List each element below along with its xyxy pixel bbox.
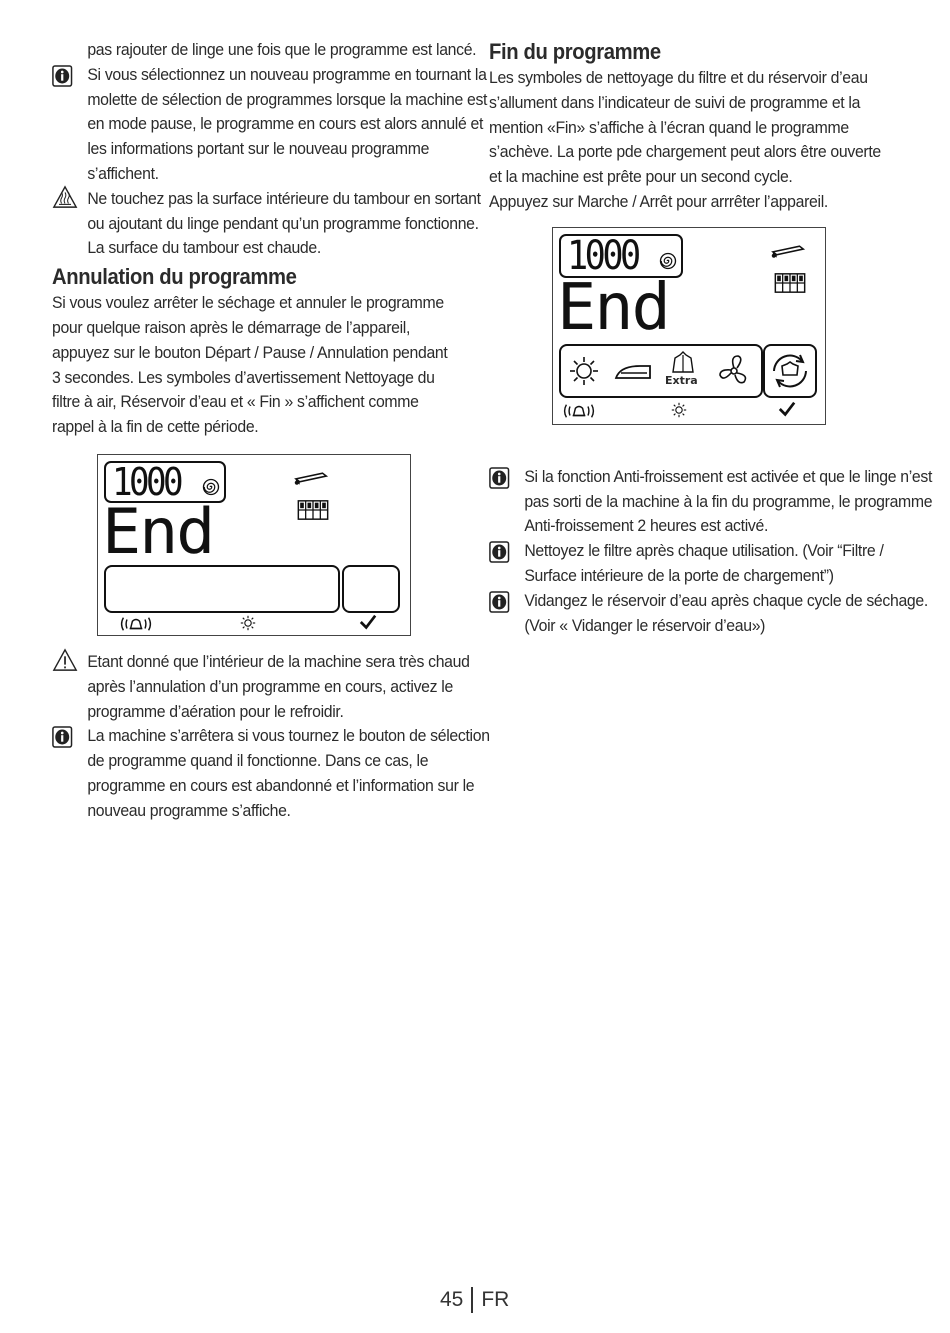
spin-icon	[659, 252, 677, 270]
info-icon	[489, 467, 509, 489]
warning-note-text: Ne touchez pas la surface intérieure du tambour en sortant ou ajoutant du linge pendant qu’un programme fonctionne. La surface du tambour est chaude.	[87, 188, 481, 258]
filter-icon	[773, 272, 807, 294]
info-note-text: La machine s’arrêtera si vous tournez le bouton de sélection de programme quand il fonctionne. Dans ce cas, le programme en cours est abandonné et l’information sur le nouveau programme s’affiche.	[87, 726, 490, 820]
hot-surface-warning-icon	[52, 185, 78, 209]
warning-note-text: Etant donné que l’intérieur de la machine sera très chaud après l’annulation d’un programme en cours, activez le programme d’aération pour le refroidir.	[87, 651, 470, 721]
page-number: 45	[440, 1288, 464, 1311]
fan-icon	[717, 354, 751, 388]
section-body: Les symboles de nettoyage du filtre et du réservoir d’eau s’allument dans l’indicateur de suivi de programme et la mention «Fin» s’affiche à l’écran quand le programme s’achève. La porte pde chargement peut alors être ouverte et la machine est prête pour un second cycle.	[489, 68, 881, 187]
program-end-box	[763, 344, 817, 398]
speed-value: 1000	[567, 232, 638, 279]
section-title: Fin du programme	[489, 39, 661, 64]
left-column	[52, 38, 490, 824]
light-icon	[240, 615, 256, 631]
checkmark-icon	[358, 613, 378, 631]
info-note	[52, 724, 493, 823]
section-body-instruction: Appuyez sur Marche / Arrêt pour arrrêter l’appareil.	[489, 191, 828, 211]
water-tank-icon	[771, 240, 809, 260]
info-icon	[489, 591, 509, 613]
info-icon	[489, 541, 509, 563]
buzzer-icon	[118, 615, 154, 633]
status-text: End	[557, 270, 669, 345]
shirt-icon	[669, 350, 697, 374]
page-footer	[440, 1287, 509, 1313]
program-end-box	[342, 565, 400, 613]
language-code: FR	[481, 1288, 510, 1311]
info-note	[489, 539, 932, 589]
sun-icon	[569, 356, 599, 386]
program-bar	[104, 565, 340, 613]
anti-crease-icon	[768, 349, 812, 393]
warning-note	[52, 650, 493, 724]
info-note	[52, 63, 493, 187]
footer-divider	[471, 1287, 473, 1313]
section-body: Si vous voulez arrêter le séchage et annuler le programme pour quelque raison après le démarrage de l’appareil, appuyez sur le bouton Départ / Pause / Annulation pendant 3 secondes. Les symboles d’avertissement Nettoyage du filtre à air, Réservoir d’eau et « Fin » s’affichent comme rappel à la fin de cette période.	[52, 293, 448, 437]
intro-paragraph: pas rajouter de linge une fois que le programme est lancé.	[87, 40, 477, 59]
warning-triangle-icon	[52, 648, 78, 672]
speed-value: 1000	[112, 459, 180, 504]
section-title: Annulation du programme	[52, 264, 297, 290]
info-note	[489, 465, 932, 539]
info-icon	[52, 726, 72, 748]
water-tank-icon	[294, 467, 332, 487]
info-note-text: Vidangez le réservoir d’eau après chaque cycle de séchage. (Voir « Vidanger le réservoir d’eau»)	[524, 590, 928, 635]
iron-icon	[613, 360, 653, 382]
info-note-text: Si vous sélectionnez un nouveau programme en tournant la molette de sélection de programmes lorsque la machine est en mode pause, le programme en cours est alors annulé et les informations portant sur le nouveau programme s’affichent.	[87, 64, 488, 183]
info-note-text: Nettoyez le filtre après chaque utilisation. (Voir “Filtre / Surface intérieure de la porte de chargement”)	[524, 541, 884, 585]
program-bar	[559, 344, 763, 398]
lcd-display	[552, 227, 826, 425]
checkmark-icon	[777, 400, 797, 418]
info-note-text: Si la fonction Anti-froissement est activée et que le linge n’est pas sorti de la machine à la fin du programme, le programme Anti-froissement 2 heures est activé.	[524, 466, 933, 536]
status-text: End	[102, 494, 214, 568]
info-icon	[52, 65, 72, 87]
spin-icon	[202, 478, 220, 496]
right-column	[489, 38, 933, 638]
info-note	[489, 589, 932, 639]
lcd-display	[97, 454, 411, 636]
buzzer-icon	[561, 402, 597, 420]
extra-label: Extra	[665, 373, 698, 387]
warning-note	[52, 187, 493, 261]
filter-icon	[296, 499, 330, 521]
light-icon	[671, 402, 687, 418]
